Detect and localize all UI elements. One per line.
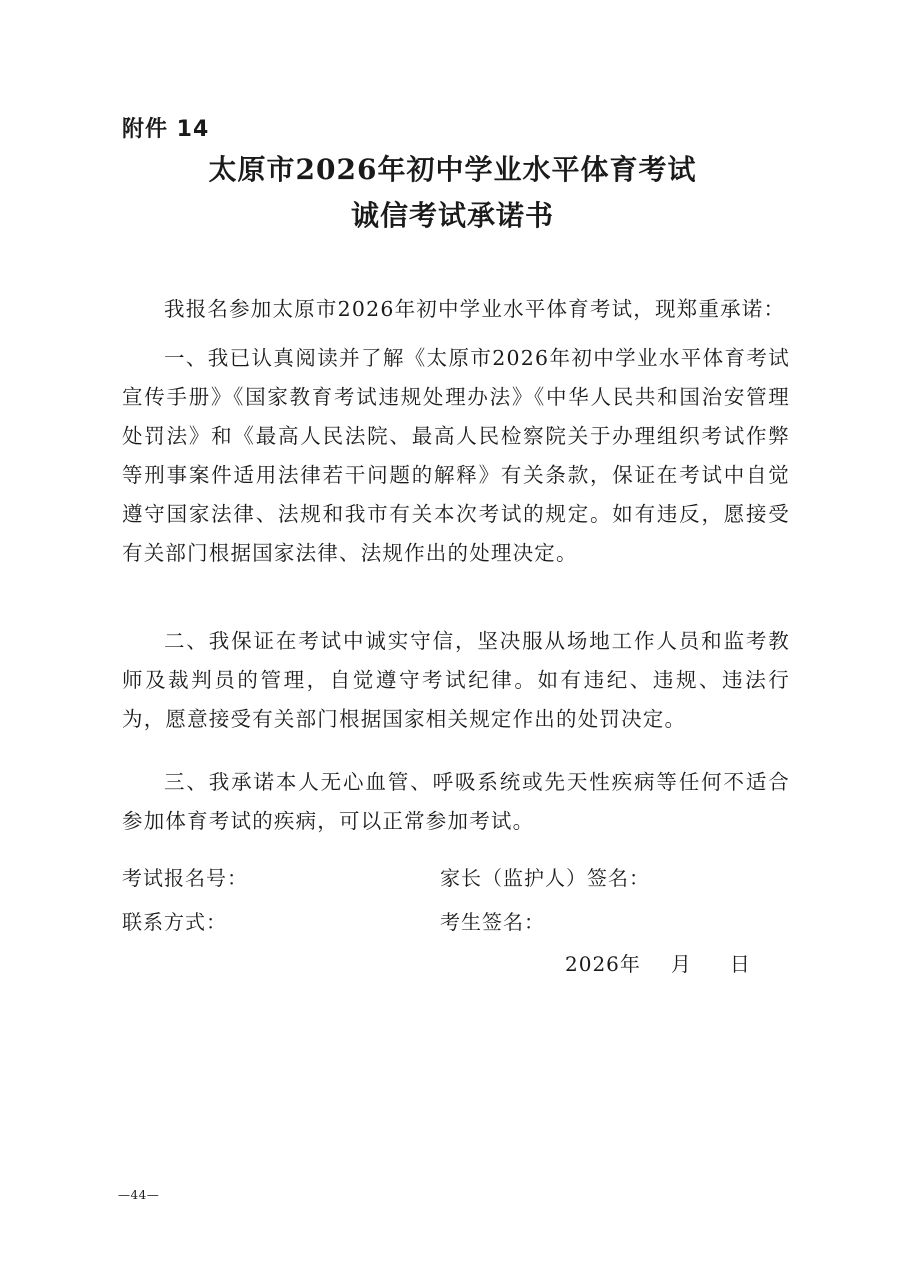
date-day: 日 xyxy=(729,952,751,976)
attachment-label: 附件 14 xyxy=(122,117,210,142)
clause-3 xyxy=(122,763,790,841)
date-month: 月 xyxy=(670,952,692,976)
document-title-line2: 诚信考试承诺书 xyxy=(350,199,554,232)
intro-text: 我报名参加太原市2026年初中学业水平体育考试，现郑重承诺： xyxy=(164,297,786,321)
contact-label: 联系方式： xyxy=(122,910,227,934)
clause-2 xyxy=(122,622,790,739)
date-line xyxy=(565,948,751,977)
date-year: 2026年 xyxy=(565,952,641,976)
document-title-line1: 太原市2026年初中学业水平体育考试 xyxy=(208,153,697,186)
page-number: —44— xyxy=(118,1188,160,1202)
guardian-signature-label: 家长（监护人）签名： xyxy=(440,866,650,890)
student-signature-label: 考生签名： xyxy=(440,910,545,934)
clause-3-text: 三、我承诺本人无心血管、呼吸系统或先天性疾病等任何不适合参加体育考试的疾病，可以正常参加考试。 xyxy=(122,770,790,833)
clause-2-text: 二、我保证在考试中诚实守信，坚决服从场地工作人员和监考教师及裁判员的管理，自觉遵守考试纪律。如有违纪、违规、违法行为，愿意接受有关部门根据国家相关规定作出的处罚决定。 xyxy=(122,629,790,731)
clause-1 xyxy=(122,339,790,573)
intro-paragraph xyxy=(122,290,790,329)
clause-1-text: 一、我已认真阅读并了解《太原市2026年初中学业水平体育考试宣传手册》《国家教育考试违规处理办法》《中华人民共和国治安管理处罚法》和《最高人民法院、最高人民检察院关于办理组织考试作弊等刑事案件适用法律若干问题的解释》有关条款，保证在考试中自觉遵守国家法律、法规和我市有关本次考试的规定。如有违反，愿接受有关部门根据国家法律、法规作出的处理决定。 xyxy=(122,346,790,565)
registration-number-label: 考试报名号： xyxy=(122,866,248,890)
